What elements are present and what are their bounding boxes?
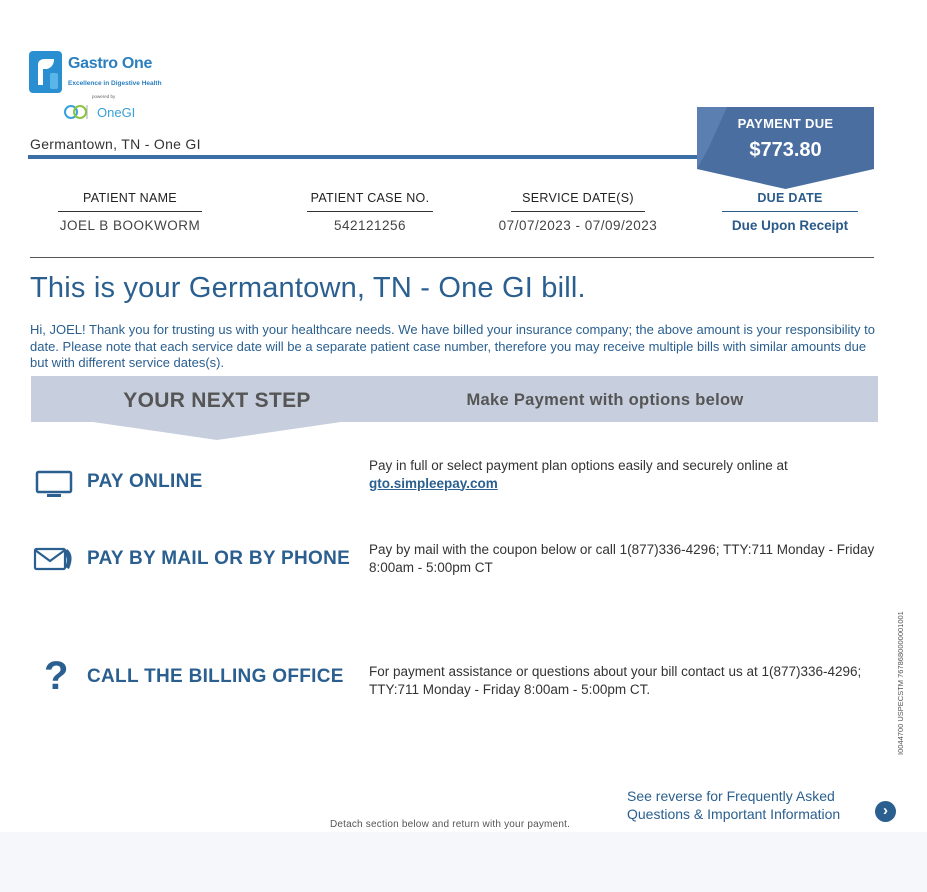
case-no-value: 542121256 [333, 218, 407, 233]
onegi-logo-icon [64, 104, 88, 120]
due-date-rule [722, 211, 858, 212]
computer-monitor-icon [35, 470, 73, 500]
detach-instruction: Detach section below and return with your payment. [329, 819, 571, 830]
question-mark-icon: ? [44, 654, 69, 698]
service-dates-label: SERVICE DATE(S) [522, 191, 634, 205]
faq-note [627, 787, 840, 823]
call-billing-title: CALL THE BILLING OFFICE [87, 666, 344, 687]
vertical-code-text: I0044700 USPECSTM 7678680000001001 [896, 611, 905, 755]
pay-online-desc [369, 457, 877, 492]
pay-online-title: PAY ONLINE [87, 471, 203, 492]
case-no-label: PATIENT CASE NO. [310, 191, 430, 205]
faq-line-1: See reverse for Frequently Asked [627, 788, 835, 804]
due-date-label: DUE DATE [757, 191, 823, 205]
partner-name: OneGI [97, 105, 136, 120]
intro-paragraph: Hi, JOEL! Thank you for trusting us with your healthcare needs. We have billed your insurance company; the above amount is your responsibility to date. Please note that each service date will be a separate patient case number, therefore you may receive multiple bills with similar amounts due but with different service dates(s). [30, 322, 875, 370]
vertical-document-code [896, 580, 906, 760]
gastro-one-logo-icon [29, 51, 62, 93]
case-no-rule [307, 211, 433, 212]
next-step-title: YOUR NEXT STEP [123, 389, 311, 412]
envelope-phone-icon [33, 545, 77, 573]
pay-mail-phone-title: PAY BY MAIL OR BY PHONE [87, 548, 351, 569]
next-step-subtitle: Make Payment with options below [466, 391, 744, 409]
call-billing-desc: For payment assistance or questions about your bill contact us at 1(877)336-4296; TTY:711 Monday - Friday 8:00am - 5:00pm CT. [369, 664, 862, 697]
powered-by-label: powered by [92, 94, 116, 99]
pay-mail-phone-desc: Pay by mail with the coupon below or call 1(877)336-4296; TTY:711 Monday - Friday 8:00am - 5:00pm CT [369, 542, 875, 575]
pay-online-desc-text: Pay in full or select payment plan options easily and securely online at [369, 458, 788, 473]
service-dates-rule [511, 211, 645, 212]
summary-divider [30, 257, 874, 258]
service-dates-value: 07/07/2023 - 07/09/2023 [498, 218, 658, 233]
faq-chevron-icon[interactable]: › [875, 801, 896, 822]
bill-title: This is your Germantown, TN - One GI bill. [30, 272, 586, 304]
payment-due-amount: $773.80 [749, 139, 822, 161]
header-divider [28, 155, 698, 159]
due-date-value: Due Upon Receipt [731, 218, 849, 233]
detach-band [0, 832, 927, 892]
payment-due-label: PAYMENT DUE [737, 116, 834, 131]
brand-tagline: Excellence in Digestive Health [68, 80, 162, 87]
practice-location: Germantown, TN - One GI [30, 136, 201, 152]
patient-name-rule [58, 211, 202, 212]
patient-name-label: PATIENT NAME [83, 191, 177, 205]
pay-online-link[interactable]: gto.simpleepay.com [369, 475, 498, 491]
faq-line-2: Questions & Important Information [627, 806, 841, 822]
brand-name: Gastro One [68, 55, 153, 72]
patient-name-value: JOEL B BOOKWORM [59, 218, 201, 233]
